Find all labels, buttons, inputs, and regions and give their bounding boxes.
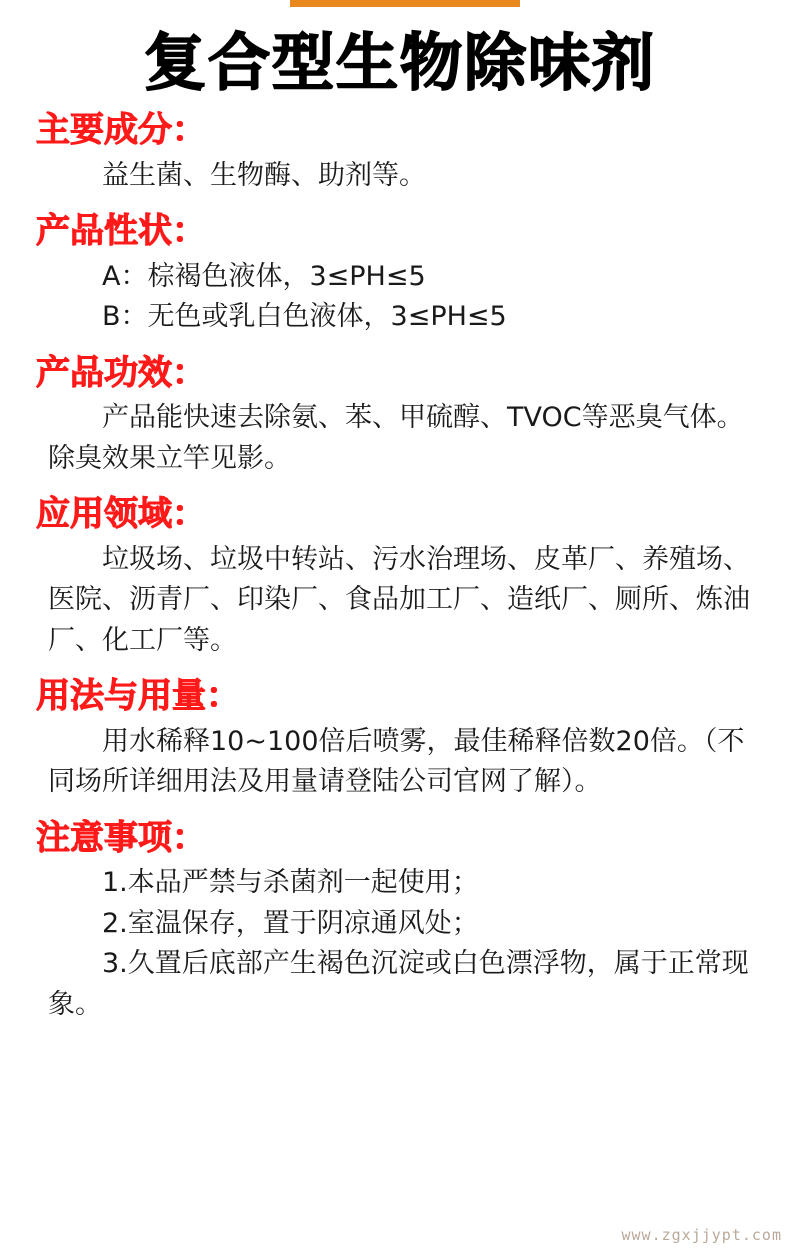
section-line: A：棕褐色液体，3≤PH≤5 (102, 260, 426, 292)
section-body (22, 863, 778, 1025)
section-body: 用水稀释10~100倍后喷雾，最佳稀释倍数20倍。（不同场所详细用法及用量请登陆公司官网了解）。 (48, 725, 745, 798)
section-line: B：无色或乳白色液体，3≤PH≤5 (102, 301, 507, 333)
section-main-ingredients (22, 109, 778, 196)
section-product-efficacy (22, 352, 778, 480)
section-heading: 应用领域： (36, 494, 206, 535)
section-line: 3.久置后底部产生褐色沉淀或白色漂浮物，属于正常现象。 (48, 948, 749, 1020)
section-usage-and-dosage (22, 675, 778, 803)
section-heading: 主要成分： (36, 110, 206, 151)
section-precautions (22, 817, 778, 1026)
section-line: 2.室温保存，置于阴凉通风处； (102, 907, 479, 939)
section-line: 1.本品严禁与杀菌剂一起使用； (102, 867, 479, 899)
section-heading: 注意事项： (36, 817, 206, 858)
top-stripe-decoration (290, 0, 520, 7)
section-body: 垃圾场、垃圾中转站、污水治理场、皮革厂、养殖场、医院、沥青厂、印染厂、食品加工厂、造纸厂、厕所、炼油厂、化工厂等。 (48, 543, 750, 656)
section-body (22, 156, 778, 197)
section-line: 益生菌、生物酶、助剂等。 (102, 159, 426, 191)
section-body: 产品能快速去除氨、苯、甲硫醇、TVOC等恶臭气体。除臭效果立竿见影。 (48, 402, 744, 474)
section-heading: 产品功效： (36, 352, 206, 393)
watermark-url: www.zgxjjypt.com (621, 1226, 782, 1244)
section-body (22, 257, 778, 338)
page-title: 复合型生物除味剂 (143, 26, 656, 99)
section-product-properties (22, 210, 778, 338)
section-heading: 用法与用量： (36, 676, 240, 717)
section-heading: 产品性状： (36, 211, 206, 252)
section-application-fields (22, 493, 778, 661)
